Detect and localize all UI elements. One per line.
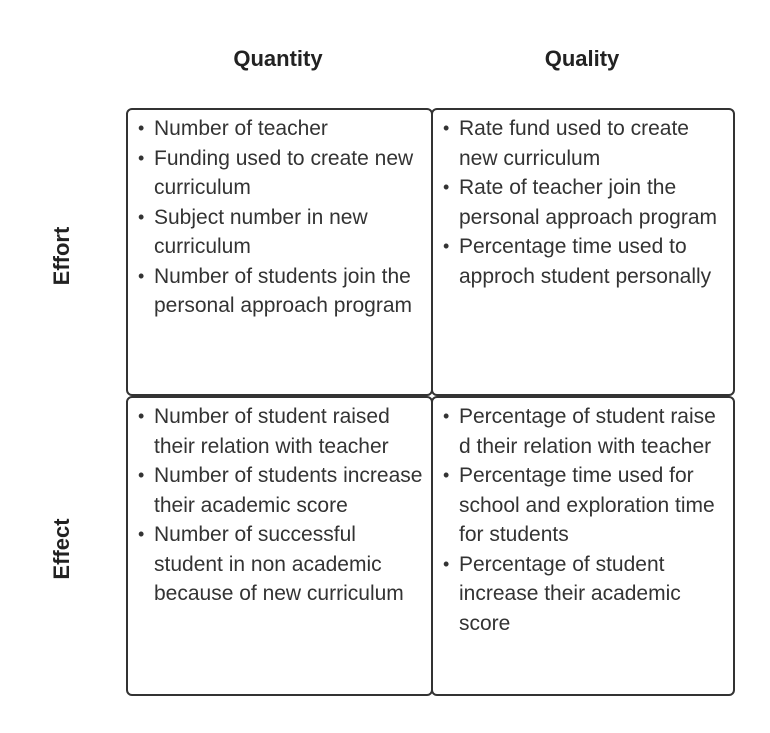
list-item [441,173,729,232]
cell-quality-effort [431,108,735,396]
bullet-icon: • [138,465,145,485]
list-item [441,402,729,461]
item-text: Percentage of student increase their academic score [459,552,681,635]
item-list [441,114,729,291]
item-text: Percentage time used for school and exploration time for students [459,464,715,546]
bullet-icon: • [138,265,145,286]
list-item [441,461,729,550]
bullet-icon: • [138,118,145,138]
item-list [136,114,427,321]
bullet-icon: • [138,524,145,544]
list-item [136,203,427,262]
row-header-effort: Effort [49,226,74,286]
list-item [136,402,427,461]
bullet-icon: • [138,406,145,426]
item-text: Rate fund used to create new curriculum [459,117,689,170]
list-item [136,461,427,520]
item-text: Percentage of student raise d their relation with teacher [459,405,716,458]
item-list [136,402,427,609]
item-text: Number of students increase their academic score [154,464,423,517]
bullet-icon: • [443,465,450,485]
item-text: Percentage time used to approch student personally [459,235,712,288]
column-header-quantity: Quantity [233,46,323,71]
list-item [441,550,729,639]
bullet-icon: • [443,118,450,138]
cell-quantity-effort [126,108,433,396]
bullet-icon: • [138,147,145,168]
list-item [441,232,729,291]
list-item [136,262,427,321]
item-text: Number of student raised their relation with teacher [154,405,390,458]
list-item [441,114,729,173]
item-text: Funding used to create new curriculum [154,146,414,199]
list-item [136,114,427,144]
item-list [441,402,729,638]
item-text: Subject number in new curriculum [154,205,368,258]
bullet-icon: • [443,553,450,574]
bullet-icon: • [443,406,450,426]
cell-quality-effect [431,396,735,696]
row-header-effect: Effect [49,518,74,580]
cell-quantity-effect [126,396,433,696]
column-header-quality: Quality [544,46,620,71]
item-text: Number of successful student in non academic because of new curriculum [154,523,404,605]
item-text: Number of teacher [154,117,328,140]
list-item [136,144,427,203]
bullet-icon: • [138,206,145,227]
bullet-icon: • [443,236,450,256]
item-text: Number of students join the personal approach program [154,264,412,317]
bullet-icon: • [443,177,450,197]
item-text: Rate of teacher join the personal approach program [459,176,717,229]
list-item [136,520,427,609]
